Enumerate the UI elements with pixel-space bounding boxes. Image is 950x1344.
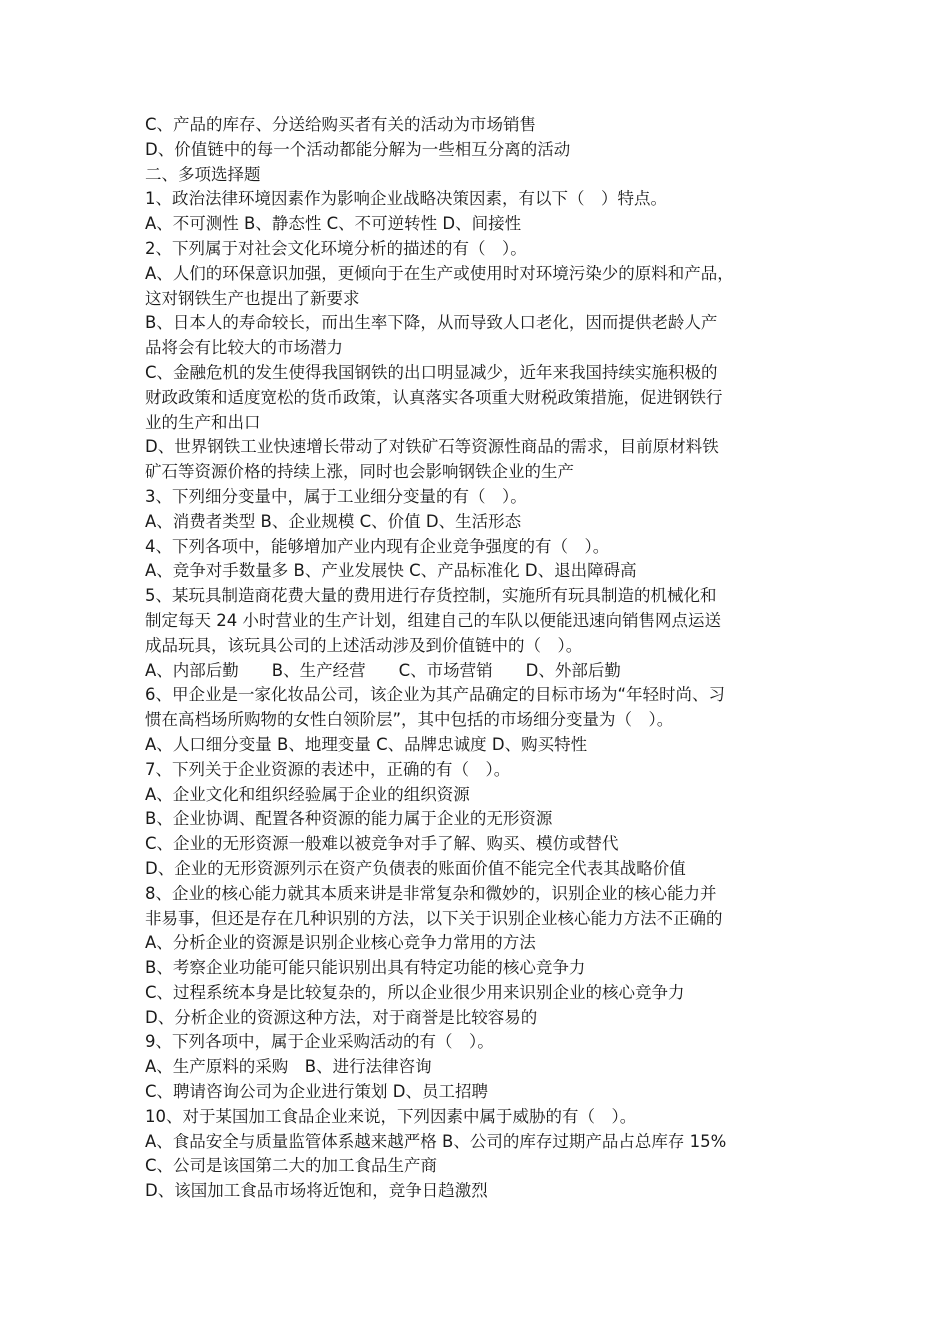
question-7-option-b: B、企业协调、配置各种资源的能力属于企业的无形资源 [145, 809, 553, 829]
question-8-option-a: A、分析企业的资源是识别企业核心竞争力常用的方法 [145, 933, 536, 953]
question-8-option-b: B、考察企业功能可能只能识别出具有特定功能的核心竞争力 [145, 958, 586, 978]
question-3-options: A、消费者类型 B、企业规模 C、价值 D、生活形态 [145, 511, 522, 531]
question-3: 3、下列细分变量中，属于工业细分变量的有（ ）。 [145, 486, 527, 506]
section-heading: 二、多项选择题 [145, 164, 261, 184]
question-10-option-d: D、该国加工食品市场将近饱和，竞争日趋激烈 [145, 1181, 488, 1201]
question-7-option-a: A、企业文化和组织经验属于企业的组织资源 [145, 784, 470, 804]
question-10: 10、对于某国加工食品企业来说，下列因素中属于威胁的有（ ）。 [145, 1106, 637, 1126]
question-6: 6、甲企业是一家化妆品公司，该企业为其产品确定的目标市场为“年轻时尚、习 [145, 685, 726, 705]
question-2-option-a: A、人们的环保意识加强，更倾向于在生产或使用时对环境污染少的原料和产品， [145, 263, 734, 283]
question-9: 9、下列各项中，属于企业采购活动的有（ ）。 [145, 1032, 494, 1052]
question-7-option-d: D、企业的无形资源列示在资产负债表的账面价值不能完全代表其战略价值 [145, 858, 686, 878]
question-4: 4、下列各项中，能够增加产业内现有企业竞争强度的有（ ）。 [145, 536, 610, 556]
question-2-option-c: C、金融危机的发生使得我国钢铁的出口明显减少，近年来我国持续实施积极的 [145, 362, 718, 382]
question-5-cont: 成品玩具，该玩具公司的上述活动涉及到价值链中的（ ）。 [145, 635, 583, 655]
question-2-option-c-cont: 财政政策和适度宽松的货币政策，认真落实各项重大财税政策措施，促进钢铁行 [145, 387, 723, 407]
question-5-options: A、内部后勤 B、生产经营 C、市场营销 D、外部后勤 [145, 660, 621, 680]
question-5: 5、某玩具制造商花费大量的费用进行存货控制，实施所有玩具制造的机械化和 [145, 586, 717, 606]
question-10-options-ab: A、食品安全与质量监管体系越来越严格 B、公司的库存过期产品占总库存 15% [145, 1131, 727, 1151]
question-10-option-c: C、公司是该国第二大的加工食品生产商 [145, 1156, 438, 1176]
question-2: 2、下列属于对社会文化环境分析的描述的有（ ）。 [145, 238, 527, 258]
question-2-option-b: B、日本人的寿命较长，而出生率下降，从而导致人口老化，因而提供老龄人产 [145, 313, 718, 333]
question-4-options: A、竞争对手数量多 B、产业发展快 C、产品标准化 D、退出障碍高 [145, 561, 637, 581]
question-2-option-a-cont: 这对钢铁生产也提出了新要求 [145, 288, 360, 308]
question-8: 8、企业的核心能力就其本质来讲是非常复杂和微妙的，识别企业的核心能力并 [145, 883, 717, 903]
question-2-option-b-cont: 品将会有比较大的市场潜力 [145, 338, 343, 358]
question-5-cont: 制定每天 24 小时营业的生产计划，组建自己的车队以便能迅速向销售网点运送 [145, 610, 721, 630]
text-line: D、价值链中的每一个活动都能分解为一些相互分离的活动 [145, 139, 571, 159]
question-9-options-ab: A、生产原料的采购 B、进行法律咨询 [145, 1057, 432, 1077]
question-8-option-d: D、分析企业的资源这种方法，对于商誉是比较容易的 [145, 1007, 538, 1027]
question-1: 1、政治法律环境因素作为影响企业战略决策因素，有以下（ ）特点。 [145, 189, 667, 209]
question-8-option-c: C、过程系统本身是比较复杂的，所以企业很少用来识别企业的核心竞争力 [145, 982, 685, 1002]
question-9-options-cd: C、聘请咨询公司为企业进行策划 D、员工招聘 [145, 1082, 488, 1102]
question-7: 7、下列关于企业资源的表述中，正确的有（ ）。 [145, 759, 511, 779]
question-7-option-c: C、企业的无形资源一般难以被竞争对手了解、购买、模仿或替代 [145, 834, 619, 854]
document-page [145, 113, 815, 1204]
question-2-option-c-cont: 业的生产和出口 [145, 412, 261, 432]
question-1-options: A、不可测性 B、静态性 C、不可逆转性 D、间接性 [145, 214, 522, 234]
question-8-cont: 非易事，但还是存在几种识别的方法，以下关于识别企业核心能力方法不正确的 [145, 908, 723, 928]
question-2-option-d: D、世界钢铁工业快速增长带动了对铁矿石等资源性商品的需求，目前原材料铁 [145, 437, 719, 457]
question-2-option-d-cont: 矿石等资源价格的持续上涨，同时也会影响钢铁企业的生产 [145, 462, 574, 482]
question-6-cont: 惯在高档场所购物的女性白领阶层”，其中包括的市场细分变量为（ ）。 [145, 710, 674, 730]
text-line: C、产品的库存、分送给购买者有关的活动为市场销售 [145, 115, 537, 134]
question-6-options: A、人口细分变量 B、地理变量 C、品牌忠诚度 D、购买特性 [145, 734, 588, 754]
